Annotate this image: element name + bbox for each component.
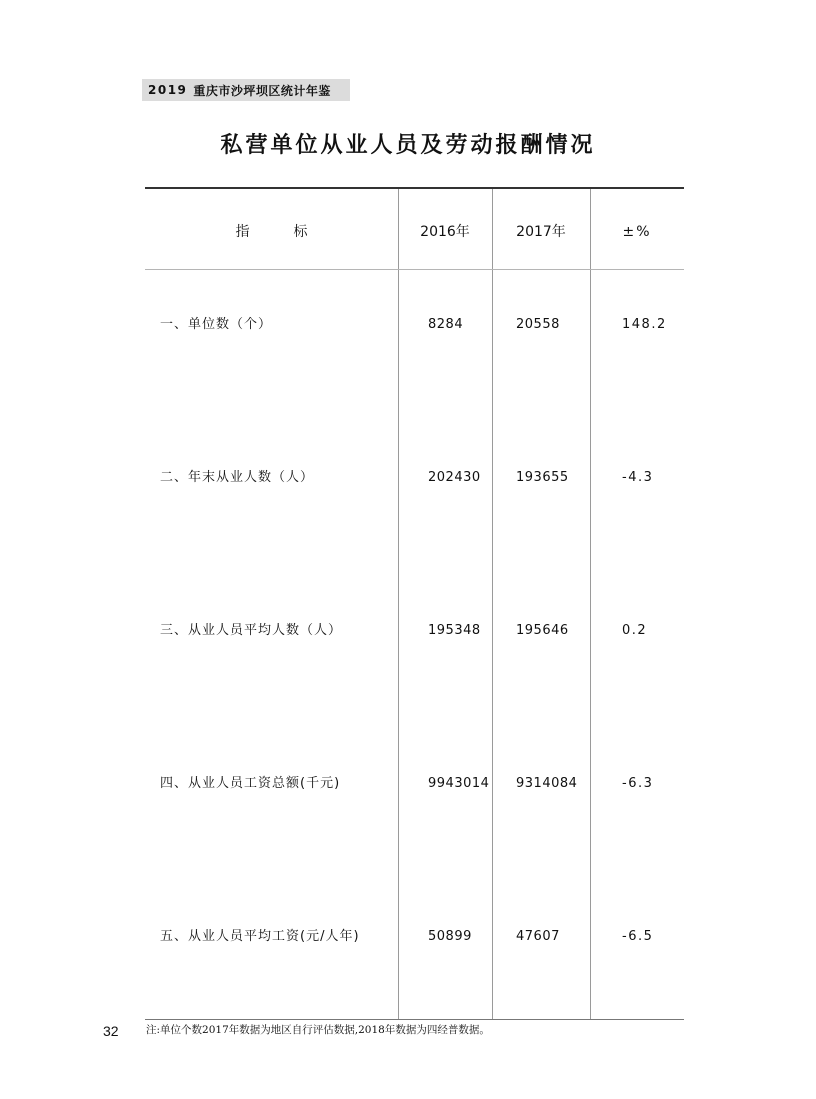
value-2017: 193655 [516,470,569,485]
column-divider [398,189,399,1019]
value-2017: 195646 [516,623,569,638]
row-label: 三、从业人员平均人数（人） [160,623,343,638]
value-change: 148.2 [622,317,667,332]
value-2016: 195348 [428,623,481,638]
header-indicator: 指标 [235,224,352,240]
row-label: 一、单位数（个） [160,317,273,332]
value-2017: 20558 [516,317,560,332]
column-divider [492,189,493,1019]
value-2016: 50899 [428,929,472,944]
header-2017: 2017年 [516,224,566,240]
value-change: -6.5 [622,929,654,944]
column-divider [590,189,591,1019]
footnote: 注:单位个数2017年数据为地区自行评估数据,2018年数据为四经普数据。 [146,1024,490,1036]
row-label: 四、从业人员工资总额(千元) [160,776,341,791]
running-head-year: 2019 [148,83,188,97]
value-change: -4.3 [622,470,654,485]
statistics-table [145,187,684,1020]
value-2017: 9314084 [516,776,578,791]
page-number: 32 [103,1023,119,1039]
value-2017: 47607 [516,929,560,944]
page-title: 私营单位从业人员及劳动报酬情况 [220,132,596,158]
header-2016: 2016年 [420,224,470,240]
value-change: 0.2 [622,623,648,638]
running-head-title: 重庆市沙坪坝区统计年鉴 [193,83,331,98]
value-change: -6.3 [622,776,654,791]
value-2016: 202430 [428,470,481,485]
value-2016: 8284 [428,317,464,332]
header-change-percent: ±% [622,224,652,240]
value-2016: 9943014 [428,776,490,791]
header-divider [145,269,684,270]
running-head [142,79,350,101]
row-label: 五、从业人员平均工资(元/人年) [160,929,360,944]
row-label: 二、年末从业人数（人） [160,470,315,485]
